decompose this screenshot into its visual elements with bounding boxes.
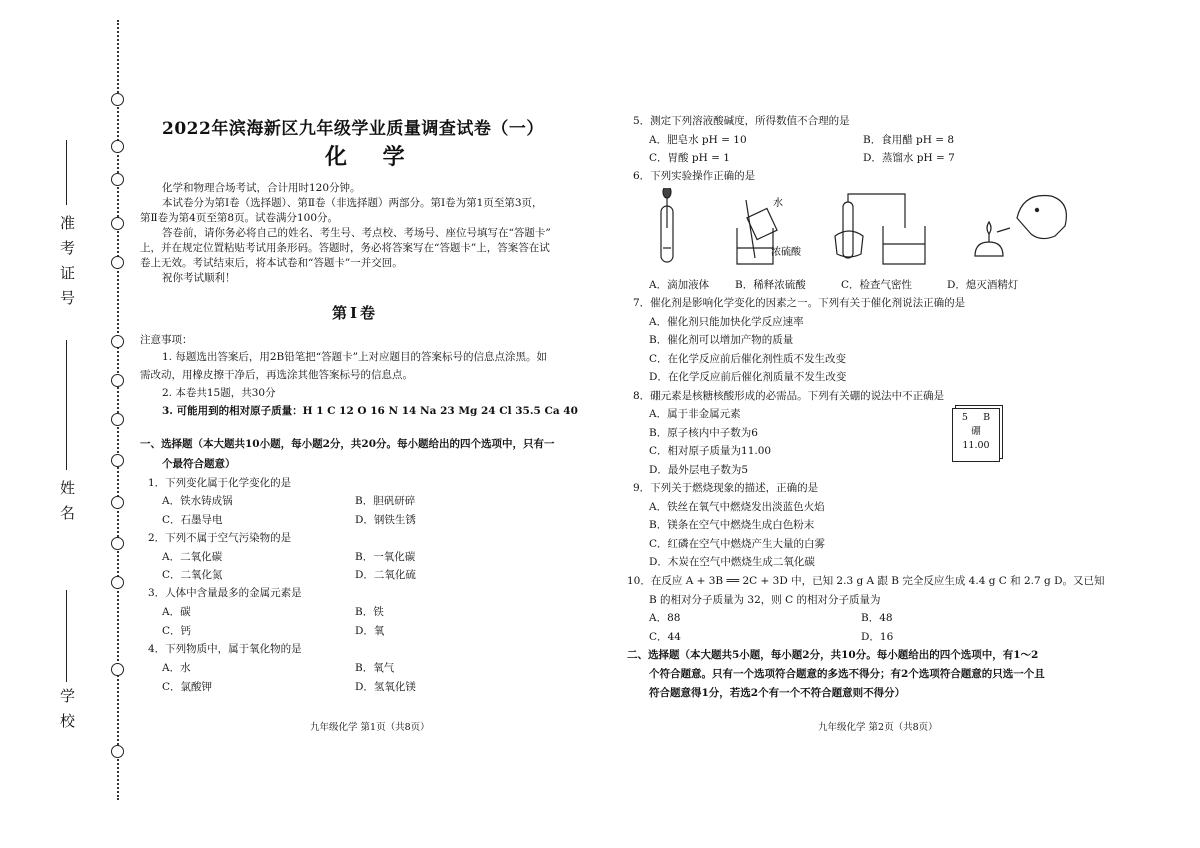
element-name: 硼 bbox=[971, 426, 981, 437]
option[interactable]: A．催化剂只能加快化学反应速率 bbox=[649, 316, 804, 328]
option[interactable]: D．熄灭酒精灯 bbox=[947, 279, 1019, 291]
intro-line: 上，并在规定位置粘贴考试用条形码。答题时，务必将答案写在“答题卡”上，答案答在试 bbox=[140, 242, 550, 254]
school-fill-line[interactable] bbox=[66, 590, 67, 682]
note-line: 1. 每题选出答案后，用2B铅笔把“答题卡”上对应题目的答案标号的信息点涂黑。如 bbox=[162, 351, 547, 363]
question-stem: 6．下列实验操作正确的是 bbox=[633, 170, 756, 182]
question-stem: 9．下列关于燃烧现象的描述，正确的是 bbox=[633, 482, 819, 494]
part2-heading: 二、选择题（本大题共5小题，每小题2分，共10分。每小题给出的四个选项中，有1～2 bbox=[627, 649, 1039, 661]
note-line: 需改动，用橡皮擦干净后，再选涂其他答案标号的信息点。 bbox=[140, 369, 413, 381]
binding-hole bbox=[111, 374, 124, 387]
option[interactable]: B．铁 bbox=[355, 606, 384, 618]
option[interactable]: C．氯酸钾 bbox=[162, 681, 213, 693]
airtightness-apparatus-icon bbox=[835, 194, 925, 264]
binding-hole bbox=[111, 413, 124, 426]
element-symbol: B bbox=[983, 412, 991, 423]
option[interactable]: B．催化剂可以增加产物的质量 bbox=[649, 334, 794, 346]
option[interactable]: B．一氧化碳 bbox=[355, 551, 416, 563]
element-card bbox=[952, 408, 1000, 462]
intro-line: 第Ⅱ卷为第4页至第8页。试卷满分100分。 bbox=[140, 212, 339, 224]
question-stem: 4．下列物质中，属于氧化物的是 bbox=[148, 643, 302, 655]
intro-line: 卷上无效。考试结束后，将本试卷和“答题卡”一并交回。 bbox=[140, 257, 403, 269]
option[interactable]: D．氢氧化镁 bbox=[355, 681, 416, 693]
part2-heading: 符合题意得1分，若选2个有一个不符合题意则不得分） bbox=[649, 687, 906, 699]
option[interactable]: A．水 bbox=[162, 662, 191, 674]
question-stem: 7．催化剂是影响化学变化的因素之一。下列有关于催化剂说法正确的是 bbox=[633, 297, 966, 309]
option[interactable]: A．二氧化碳 bbox=[162, 551, 223, 563]
exam-id-label: 准考证号 bbox=[58, 215, 76, 315]
binding-hole bbox=[111, 496, 124, 509]
dropper-test-tube-icon bbox=[661, 188, 673, 262]
page-1 bbox=[140, 0, 580, 848]
option[interactable]: D．蒸馏水 pH = 7 bbox=[863, 152, 955, 164]
option[interactable]: C．检查气密性 bbox=[841, 279, 913, 291]
intro-line: 答卷前，请你务必将自己的姓名、考生号、考点校、考场号、座位号填写在“答题卡” bbox=[162, 227, 551, 239]
part1-heading: 一、选择题（本大题共10小题，每小题2分，共20分。每小题给出的四个选项中，只有一 bbox=[140, 438, 555, 450]
binding-hole bbox=[111, 745, 124, 758]
option[interactable]: D．二氧化硫 bbox=[355, 569, 416, 581]
option[interactable]: A．铁丝在氧气中燃烧发出淡蓝色火焰 bbox=[649, 501, 825, 513]
question-stem: 1．下列变化属于化学变化的是 bbox=[148, 477, 292, 489]
intro-line: 化学和物理合场考试，合计用时120分钟。 bbox=[162, 182, 361, 194]
name-label: 姓名 bbox=[58, 480, 76, 530]
part1-heading: 个最符合题意） bbox=[162, 458, 236, 470]
note-line: 2. 本卷共15题，共30分 bbox=[162, 387, 276, 399]
binding-hole bbox=[111, 217, 124, 230]
option[interactable]: C．钙 bbox=[162, 625, 192, 637]
binding-hole bbox=[111, 173, 124, 186]
acid-label: 浓硫酸 bbox=[771, 247, 801, 258]
option[interactable]: A．肥皂水 pH = 10 bbox=[649, 134, 747, 146]
option[interactable]: A．滴加液体 bbox=[649, 279, 710, 291]
binding-hole bbox=[111, 454, 124, 467]
subject-title: 化 学 bbox=[325, 144, 419, 170]
binding-hole bbox=[111, 256, 124, 269]
question-stem: 2．下列不属于空气污染物的是 bbox=[148, 532, 292, 544]
option[interactable]: D．16 bbox=[861, 631, 894, 643]
option[interactable]: B．原子核内中子数为6 bbox=[649, 427, 758, 439]
notes-title: 注意事项： bbox=[140, 334, 193, 346]
option[interactable]: D．最外层电子数为5 bbox=[649, 464, 749, 476]
element-number: 5 bbox=[961, 412, 968, 423]
binding-hole bbox=[111, 335, 124, 348]
question-stem: B 的相对分子质量为 32，则 C 的相对分子质量为 bbox=[649, 594, 881, 606]
question-stem: 3．人体中含量最多的金属元素是 bbox=[148, 587, 302, 599]
binding-hole bbox=[111, 140, 124, 153]
binding-hole bbox=[111, 576, 124, 589]
option[interactable]: A．88 bbox=[649, 612, 681, 624]
binding-strip bbox=[0, 0, 135, 848]
exam-id-fill-line[interactable] bbox=[66, 140, 67, 205]
option[interactable]: C．红磷在空气中燃烧产生大量的白雾 bbox=[649, 538, 826, 550]
option[interactable]: B．胆矾研碎 bbox=[355, 495, 416, 507]
exam-title: 2022年滨海新区九年级学业质量调查试卷（一） bbox=[162, 119, 544, 139]
option[interactable]: B．氧气 bbox=[355, 662, 395, 674]
option[interactable]: D．在化学反应前后催化剂质量不发生改变 bbox=[649, 371, 847, 383]
option[interactable]: B．48 bbox=[861, 612, 893, 624]
option[interactable]: C．在化学反应前后催化剂性质不发生改变 bbox=[649, 353, 847, 365]
intro-line: 祝你考试顺利！ bbox=[162, 272, 236, 284]
binding-hole bbox=[111, 537, 124, 550]
binding-dotted-line bbox=[117, 20, 119, 800]
school-label: 学校 bbox=[58, 688, 76, 738]
question-stem: 10．在反应 A + 3B ══ 2C + 3D 中，已知 2.3 g A 跟 B 完全反应生成 4.4 g C 和 2.7 g D。又已知 bbox=[627, 575, 1105, 587]
option[interactable]: C．胃酸 pH = 1 bbox=[649, 152, 730, 164]
option[interactable]: A．属于非金属元素 bbox=[649, 408, 741, 420]
element-number-symbol bbox=[953, 411, 999, 425]
name-fill-line[interactable] bbox=[66, 340, 67, 470]
page-2 bbox=[625, 0, 1105, 848]
option[interactable]: A．铁水铸成锅 bbox=[162, 495, 233, 507]
option[interactable]: B．食用醋 pH = 8 bbox=[863, 134, 955, 146]
option[interactable]: D．氧 bbox=[355, 625, 385, 637]
option[interactable]: C．相对原子质量为11.00 bbox=[649, 445, 772, 457]
option[interactable]: D．钢铁生锈 bbox=[355, 514, 416, 526]
binding-hole bbox=[111, 663, 124, 676]
page-footer: 九年级化学 第2页（共8页） bbox=[818, 722, 938, 733]
option[interactable]: B．稀释浓硫酸 bbox=[735, 279, 806, 291]
section-title: 第Ⅰ卷 bbox=[332, 304, 379, 322]
option[interactable]: C．44 bbox=[649, 631, 681, 643]
option[interactable]: B．镁条在空气中燃烧生成白色粉末 bbox=[649, 519, 815, 531]
option[interactable]: C．二氧化氮 bbox=[162, 569, 223, 581]
page-footer: 九年级化学 第1页（共8页） bbox=[310, 722, 430, 733]
option[interactable]: A．碳 bbox=[162, 606, 191, 618]
binding-hole bbox=[111, 93, 124, 106]
option[interactable]: C．石墨导电 bbox=[162, 514, 223, 526]
question-stem: 8．硼元素是核糖核酸形成的必需品。下列有关硼的说法中不正确是 bbox=[633, 390, 945, 402]
lab-apparatus-figure bbox=[645, 188, 1085, 268]
water-label: 水 bbox=[773, 198, 783, 209]
element-mass: 11.00 bbox=[962, 440, 990, 451]
intro-line: 本试卷分为第Ⅰ卷（选择题）、第Ⅱ卷（非选择题）两部分。第Ⅰ卷为第1页至第3页， bbox=[162, 197, 543, 209]
option[interactable]: D．木炭在空气中燃烧生成二氧化碳 bbox=[649, 556, 815, 568]
note-line: 3. 可能用到的相对原子质量：H 1 C 12 O 16 N 14 Na 23 Mg 24 Cl 35.5 Ca 40 bbox=[162, 405, 578, 417]
alcohol-lamp-face-icon bbox=[975, 195, 1066, 256]
question-stem: 5．测定下列溶液酸碱度，所得数值不合理的是 bbox=[633, 115, 850, 127]
part2-heading: 个符合题意。只有一个选项符合题意的多选不得分；有2个选项符合题意的只选一个且 bbox=[649, 668, 1045, 680]
